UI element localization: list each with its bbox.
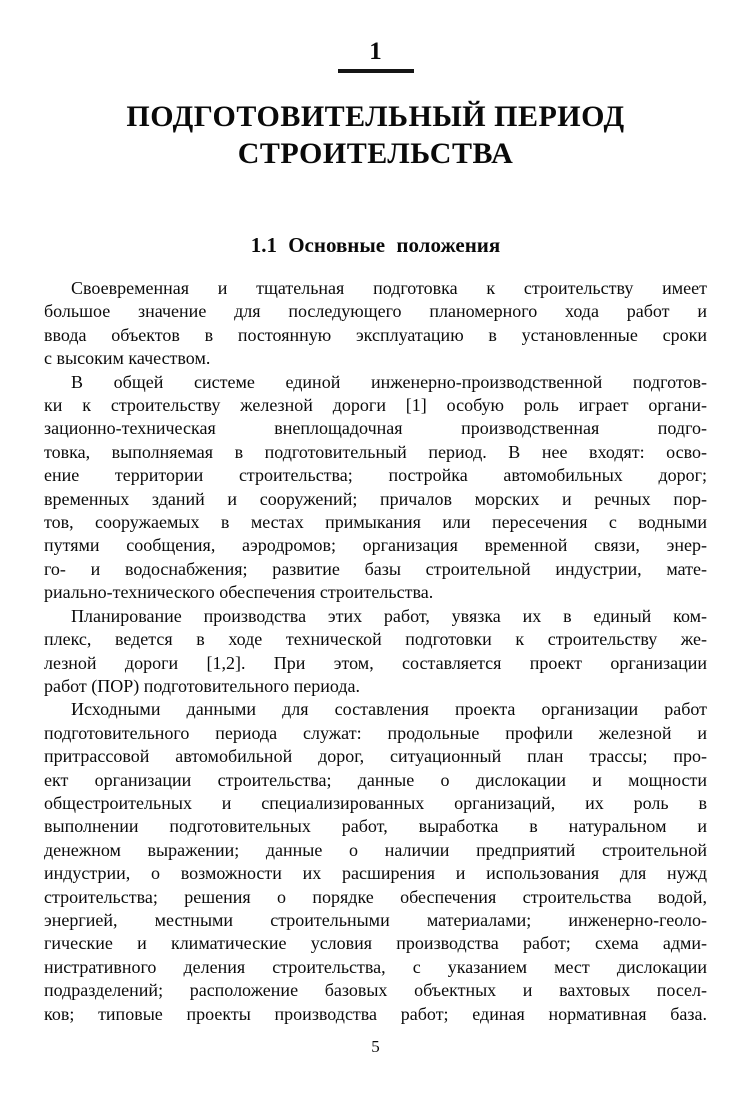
paragraph bbox=[44, 605, 707, 699]
text-line: плекс, ведется в ходе технической подготовки к строительству же- bbox=[44, 629, 707, 650]
text-line: общестроительных и специализированных организаций, их роль в bbox=[44, 792, 707, 813]
text-line: с высоким качеством. bbox=[44, 348, 211, 369]
text-line: Своевременная и тщательная подготовка к строительству имеет bbox=[71, 278, 707, 298]
chapter-title bbox=[0, 98, 751, 172]
text-line: подготовительного периода служат: продольные профили железной и bbox=[44, 722, 707, 743]
chapter-number: 1 bbox=[369, 38, 382, 65]
text-line: лезной дороги [1,2]. При этом, составляется проект организации bbox=[44, 652, 707, 673]
text-line: товка, выполняемая в подготовительный период. В нее входят: осво- bbox=[44, 441, 707, 462]
text-line: риально-технического обеспечения строительства. bbox=[44, 582, 434, 603]
text-line: ки к строительству железной дороги [1] особую роль играет органи- bbox=[44, 395, 707, 416]
text-line: В общей системе единой инженерно-производственной подготов- bbox=[71, 371, 707, 392]
text-line: строительства; решения о порядке обеспечения строительства водой, bbox=[44, 886, 707, 907]
chapter-title-line-2: СТРОИТЕЛЬСТВА bbox=[237, 137, 514, 170]
text-line: подразделений; расположение базовых объектных и вахтовых посел- bbox=[44, 980, 707, 1001]
text-line: Исходными данными для составления проекта организации работ bbox=[71, 699, 707, 720]
chapter-title-line-1: ПОДГОТОВИТЕЛЬНЫЙ ПЕРИОД bbox=[126, 100, 625, 133]
paragraph bbox=[44, 371, 707, 605]
text-line: путями сообщения, аэродромов; организация временной связи, энер- bbox=[44, 535, 707, 556]
text-line: работ (ПОР) подготовительного периода. bbox=[44, 675, 361, 696]
paragraph bbox=[44, 277, 707, 371]
text-line: тов, сооружаемых в местах примыкания или пересечения с водными bbox=[44, 512, 707, 533]
text-line: индустрии, о возможности их расширения и использования для нужд bbox=[44, 863, 707, 884]
text-line: нистративного деления строительства, с указанием мест дислокации bbox=[44, 956, 707, 977]
text-line: денежном выражении; данные о наличии предприятий строительной bbox=[44, 839, 707, 860]
text-line: большое значение для последующего планомерного хода работ и bbox=[44, 301, 707, 322]
text-line: ение территории строительства; постройка автомобильных дорог; bbox=[44, 465, 707, 486]
text-line: го- и водоснабжения; развитие базы строительной индустрии, мате- bbox=[44, 558, 707, 579]
text-line: временных зданий и сооружений; причалов морских и речных пор- bbox=[44, 488, 707, 509]
page-number: 5 bbox=[371, 1037, 380, 1056]
text-line: ект организации строительства; данные о дислокации и мощности bbox=[44, 769, 707, 790]
body-text bbox=[44, 277, 707, 1026]
text-line: гические и климатические условия производства работ; схема адми- bbox=[44, 933, 707, 954]
chapter-rule bbox=[338, 69, 414, 73]
text-line: Планирование производства этих работ, увязка их в единый ком- bbox=[71, 605, 707, 626]
text-line: притрассовой автомобильной дорог, ситуационный план трассы; про- bbox=[44, 746, 707, 767]
text-line: ввода объектов в постоянную эксплуатацию в установленные сроки bbox=[44, 324, 707, 345]
paragraph bbox=[44, 698, 707, 1026]
section-heading: 1.1 Основные положения bbox=[250, 233, 501, 257]
text-line: зационно-техническая внеплощадочная производственная подго- bbox=[44, 418, 707, 439]
text-line: энергией, местными строительными материалами; инженерно-геоло- bbox=[44, 909, 707, 930]
text-line: ков; типовые проекты производства работ; единая нормативная база. bbox=[44, 1003, 707, 1024]
text-line: выполнении подготовительных работ, выработка в натуральном и bbox=[44, 816, 707, 837]
